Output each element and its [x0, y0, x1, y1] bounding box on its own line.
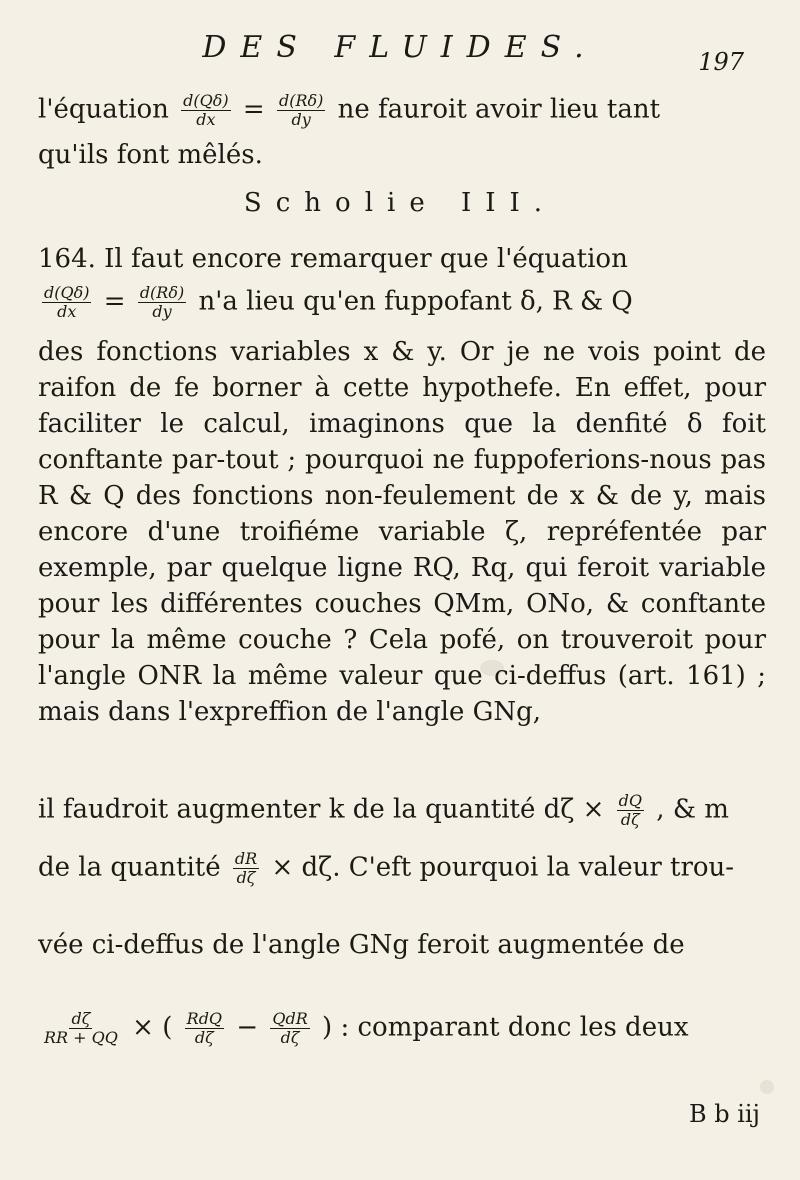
denominator: dx — [196, 110, 216, 129]
text-line-7: vée ci-deffus de l'angle GNg feroit augmentée de — [38, 930, 685, 960]
text-run: × ( — [132, 1012, 173, 1043]
denominator: dx — [57, 302, 77, 321]
body-paragraph: des fonctions variables x & y. Or je ne vois point de raifon de fe borner à cette hypothefe. En effet, pour faciliter le calcul, imaginons que la denfité δ foit conftante par-tout ; pourquoi ne fuppoferions-nous pas R & Q des fonctions non-feulement de x & de y, mais encore d'une troifiéme variable ζ, repréfentée par exemple, par quelque ligne RQ, Rq, qui feroit variable pour les différentes couches QMm, ONo, & conftante pour la même couche ? Cela pofé, on trouveroit pour l'angle ONR la même valeur que ci-deffus (art. 161) ; mais dans l'expreffion de l'angle GNg, — [38, 337, 766, 727]
text-line-1 — [38, 92, 766, 129]
paper-stain — [760, 1080, 774, 1094]
text-run: de la quantité — [38, 852, 221, 883]
text-run: ) : comparant donc les deux — [322, 1012, 689, 1043]
equals-sign: = — [103, 286, 126, 317]
fraction — [42, 1010, 120, 1047]
text-line-8 — [38, 1010, 766, 1047]
denominator: dζ — [620, 810, 640, 829]
denominator: dζ — [194, 1028, 214, 1047]
numerator: dQ — [618, 791, 643, 810]
running-title: DES FLUIDES. — [202, 30, 598, 65]
text-line-2: qu'ils font mêlés. — [38, 140, 263, 170]
text-line-6 — [38, 850, 766, 887]
text-line-3: 164. Il faut encore remarquer que l'équation — [38, 244, 628, 274]
numerator: RdQ — [186, 1009, 223, 1028]
fraction — [270, 1010, 309, 1047]
numerator: dR — [234, 849, 258, 868]
text-line-5 — [38, 792, 766, 829]
minus-sign: − — [236, 1012, 259, 1043]
text-run: , & m — [656, 794, 729, 825]
text-run: n'a lieu qu'en fuppofant δ, R & Q — [198, 286, 633, 317]
fraction — [185, 1010, 224, 1047]
text-line-4 — [38, 284, 766, 321]
equals-sign: = — [242, 94, 265, 125]
denominator: dζ — [236, 868, 256, 887]
denominator: dζ — [280, 1028, 300, 1047]
fraction — [181, 92, 230, 129]
text-run: × dζ. C'eft pourquoi la valeur trou- — [271, 852, 735, 883]
page-number: 197 — [698, 48, 744, 76]
numerator: d(Qδ) — [44, 283, 90, 302]
text-run: il faudroit augmenter k de la quantité dζ × — [38, 794, 605, 825]
text-run: l'équation — [38, 94, 169, 125]
fraction — [42, 284, 91, 321]
numerator: d(Rδ) — [139, 283, 185, 302]
denominator: dy — [152, 302, 172, 321]
numerator: d(Qδ) — [183, 91, 229, 110]
signature-mark: B b iij — [688, 1100, 760, 1128]
text-run: ne fauroit avoir lieu tant — [337, 94, 661, 125]
numerator: dζ — [71, 1009, 91, 1028]
fraction — [277, 92, 325, 129]
fraction — [617, 792, 644, 829]
numerator: d(Rδ) — [278, 91, 324, 110]
denominator: dy — [291, 110, 311, 129]
denominator: RR + QQ — [44, 1028, 118, 1047]
fraction — [138, 284, 186, 321]
fraction — [233, 850, 259, 887]
section-heading: Scholie III. — [243, 188, 557, 218]
numerator: QdR — [272, 1009, 308, 1028]
